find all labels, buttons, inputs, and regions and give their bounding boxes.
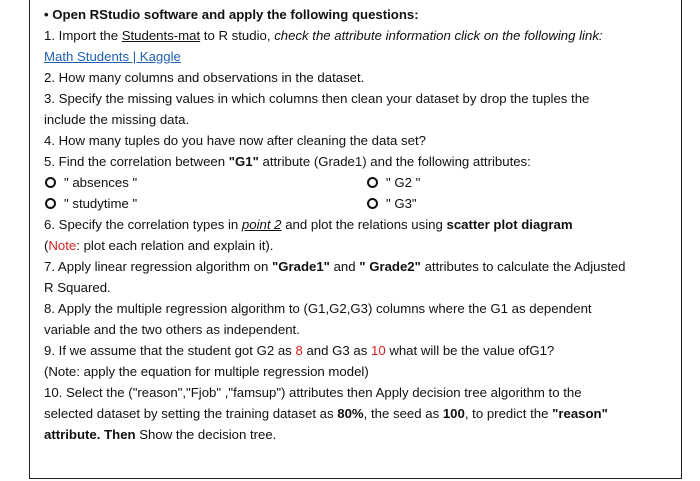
note-text: : plot each relation and explain it). [76, 238, 274, 253]
grade2-attribute: " Grade2" [359, 259, 421, 274]
q5-attribute: "G1" [228, 154, 259, 169]
option-g2 [366, 172, 420, 193]
q9-middle: and G3 as [302, 343, 371, 358]
kaggle-link[interactable]: Math Students | Kaggle [44, 49, 181, 64]
option-g3 [366, 193, 417, 214]
note-open-paren: ( [44, 238, 49, 253]
sheet-heading [44, 4, 664, 25]
question-10-line-1: 10. Select the ("reason","Fjob" ,"famsup") attributes then Apply decision tree algorithm to the [44, 385, 582, 400]
question-sheet [44, 4, 664, 445]
question-10-line-2 [44, 403, 664, 424]
q1-prefix: 1. Import the [44, 28, 122, 43]
q10-suffix: , to predict the [464, 406, 553, 421]
question-6-note [44, 235, 664, 256]
q5-prefix: 5. Find the correlation between [44, 154, 229, 169]
q1-instruction: check the attribute information click on the following link: [274, 28, 603, 43]
q10-bold-then: Then [100, 427, 136, 442]
question-8-line-1: 8. Apply the multiple regression algorithm to (G1,G2,G3) columns where the G1 as dependent [44, 301, 592, 316]
option-label: " G3" [386, 196, 417, 211]
g3-value: 10 [370, 343, 386, 358]
question-6 [44, 214, 664, 235]
q9-suffix: what will be the value ofG1? [385, 343, 555, 358]
question-9-note: (Note: apply the equation for multiple regression model) [44, 364, 369, 379]
q1-middle: to R studio, [200, 28, 275, 43]
circle-bullet-icon [45, 198, 56, 209]
question-1-link-row [44, 46, 664, 67]
seed-value: 100 [442, 406, 465, 421]
q10-rest: Show the decision tree. [135, 427, 277, 442]
question-7-line-2: R Squared. [44, 280, 111, 295]
circle-bullet-icon [45, 177, 56, 188]
question-1 [44, 25, 664, 46]
q10-prefix: selected dataset by setting the training dataset as [44, 406, 338, 421]
q7-suffix: attributes to calculate the Adjusted [420, 259, 626, 274]
question-10-line-3 [44, 424, 664, 445]
question-4: 4. How many tuples do you have now after cleaning the data set? [44, 133, 426, 148]
dataset-name: Students-mat [121, 28, 201, 43]
q9-prefix: 9. If we assume that the student got G2 as [44, 343, 296, 358]
option-row-2 [44, 193, 664, 214]
g2-value: 8 [295, 343, 303, 358]
question-7 [44, 256, 664, 277]
circle-bullet-icon [367, 198, 378, 209]
question-3-line-1: 3. Specify the missing values in which columns then clean your dataset by drop the tuples the [44, 91, 590, 106]
heading-text: Open RStudio software and apply the following questions: [52, 7, 419, 22]
grade1-attribute: "Grade1" [271, 259, 330, 274]
q7-prefix: 7. Apply linear regression algorithm on [44, 259, 272, 274]
question-3-line-2: include the missing data. [44, 112, 190, 127]
training-percentage: 80% [337, 406, 364, 421]
option-label: " G2 " [386, 175, 421, 190]
scatter-plot-term: scatter plot diagram [446, 217, 573, 232]
q6-prefix: 6. Specify the correlation types in [44, 217, 242, 232]
target-attribute: "reason" [552, 406, 608, 421]
option-label: " studytime " [64, 196, 138, 211]
question-9 [44, 340, 664, 361]
option-studytime [44, 193, 366, 214]
question-8-line-2: variable and the two others as independent. [44, 322, 300, 337]
question-2: 2. How many columns and observations in the dataset. [44, 70, 365, 85]
option-label: " absences " [64, 175, 138, 190]
q6-middle: and plot the relations using [281, 217, 447, 232]
heading-bullet: • [44, 7, 49, 22]
option-row-1 [44, 172, 664, 193]
note-label: Note [48, 238, 77, 253]
q10-bold-attribute: attribute. [44, 427, 101, 442]
q5-suffix: attribute (Grade1) and the following attributes: [258, 154, 531, 169]
q10-middle: , the seed as [363, 406, 443, 421]
q7-and: and [329, 259, 360, 274]
option-absences [44, 172, 366, 193]
point-reference: point 2 [241, 217, 282, 232]
question-5 [44, 151, 664, 172]
circle-bullet-icon [367, 177, 378, 188]
